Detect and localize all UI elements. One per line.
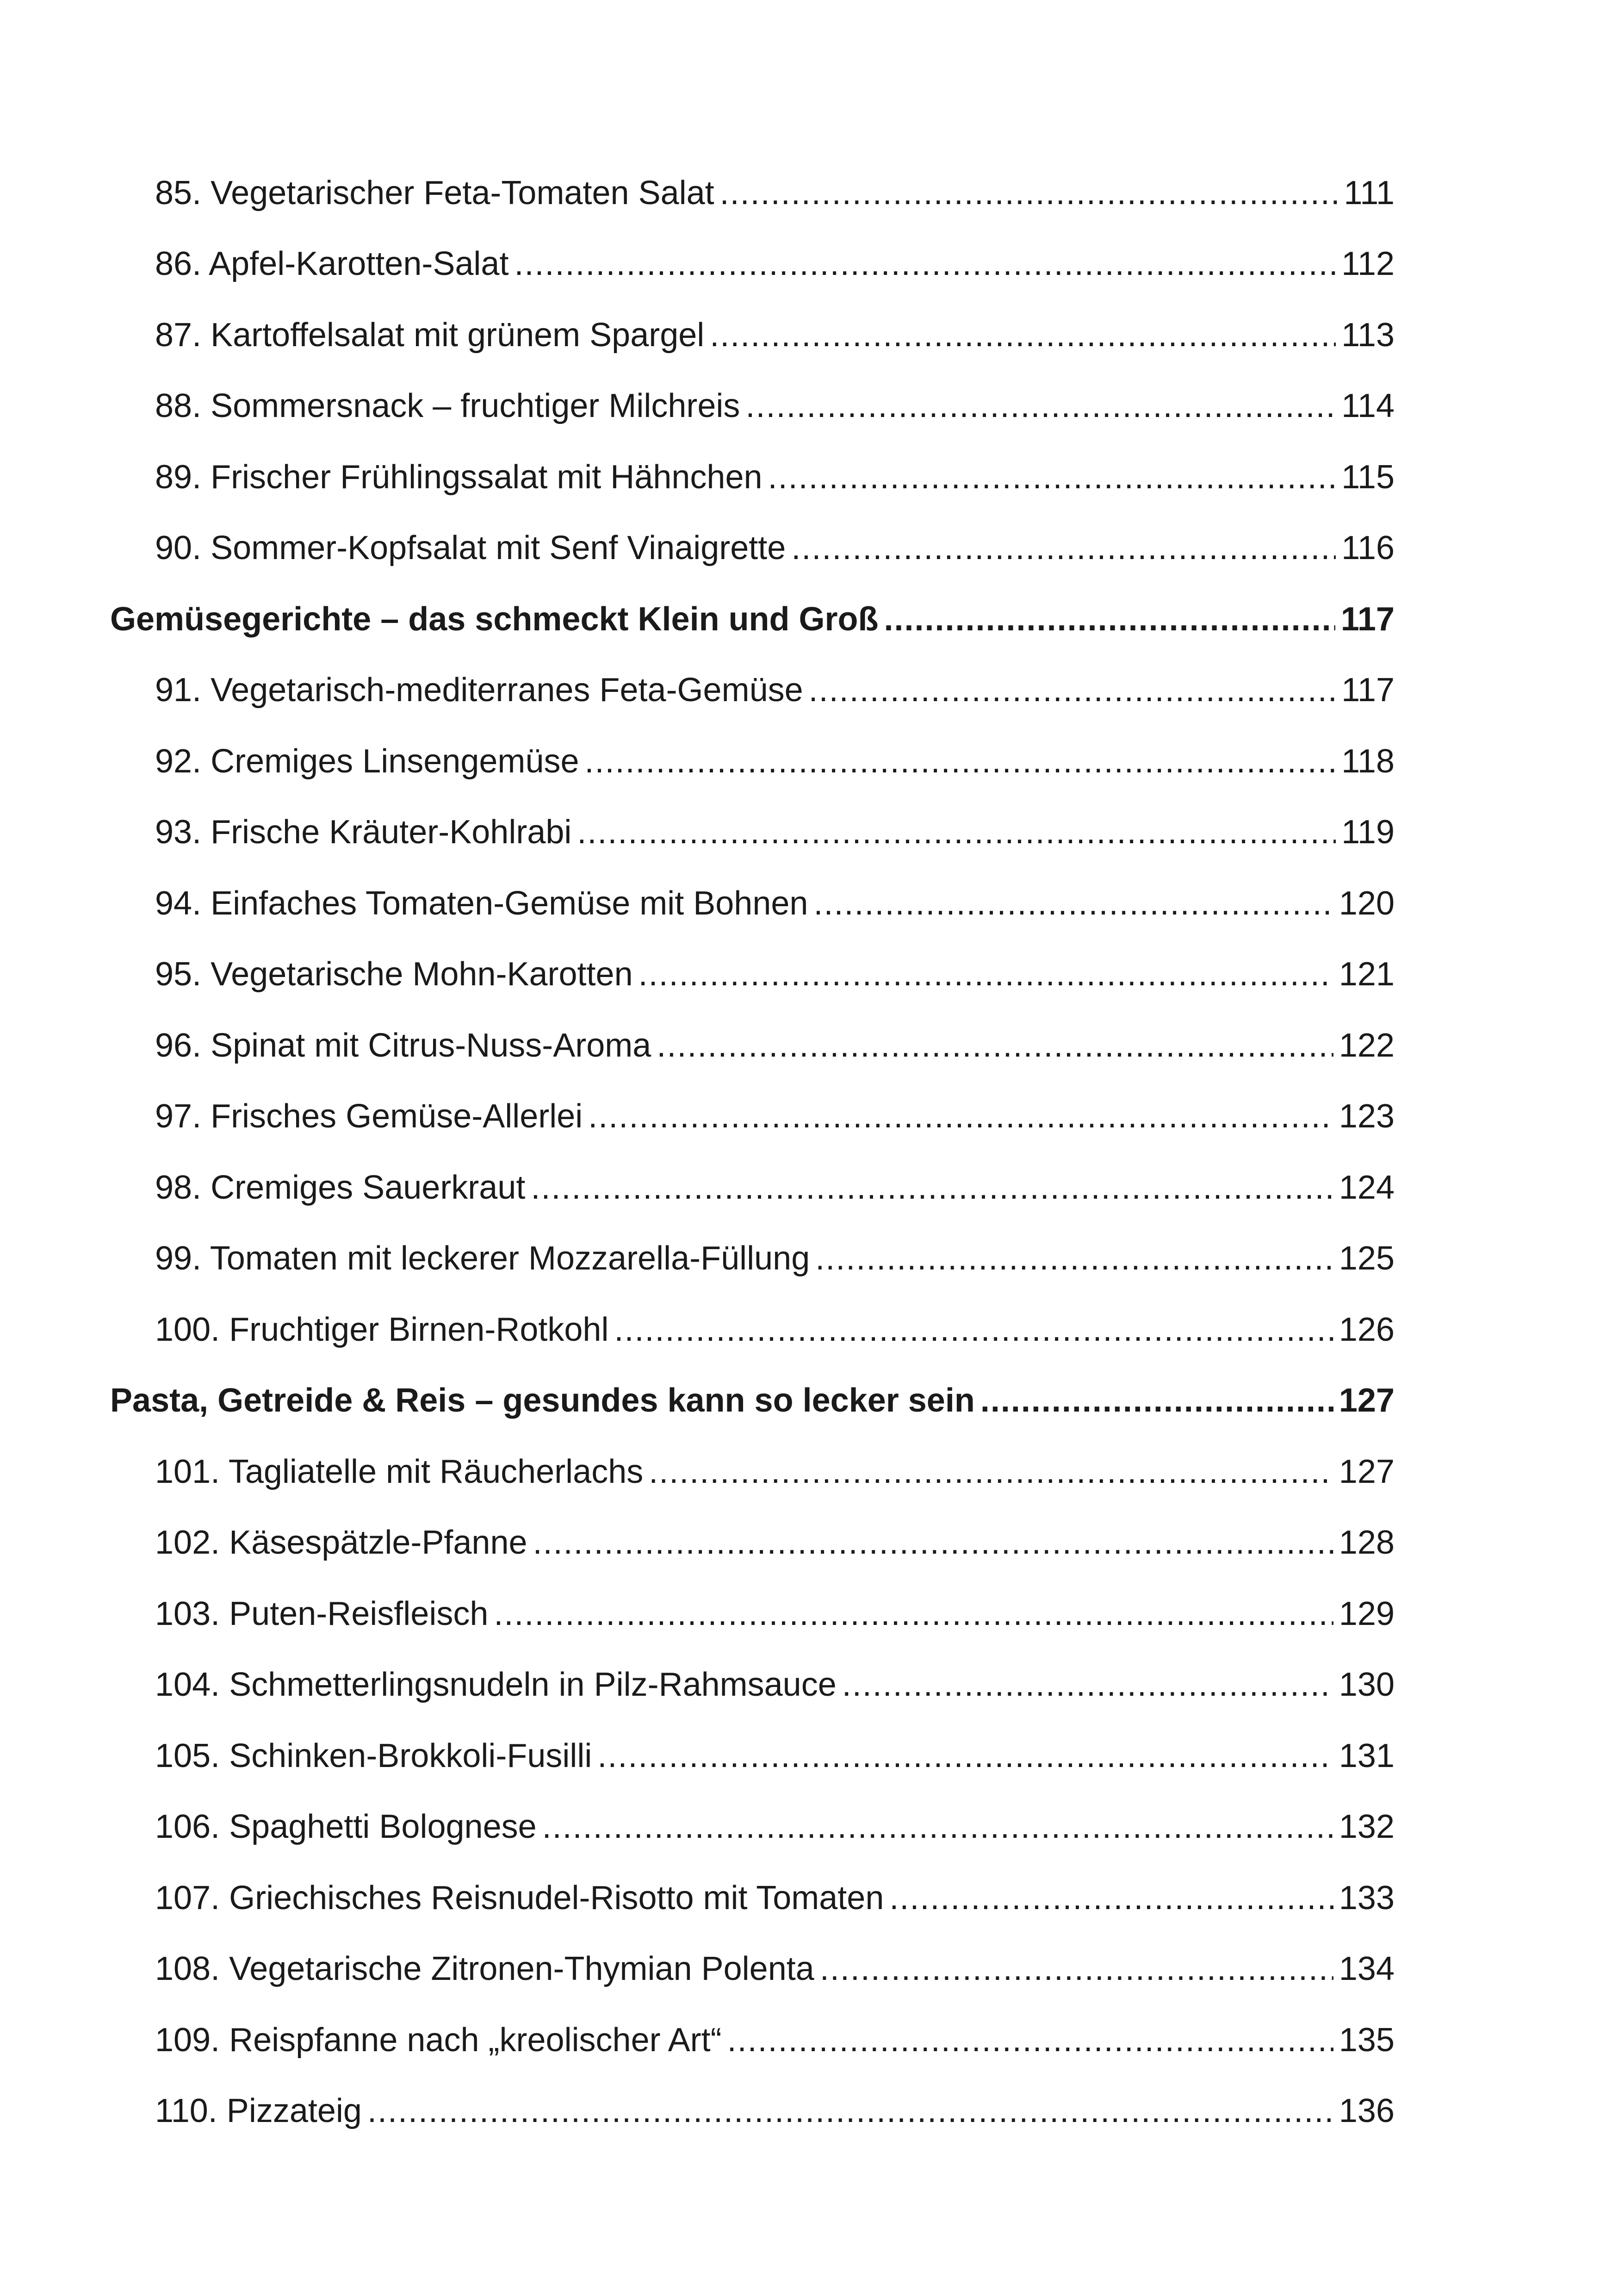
toc-entry-page: 121	[1339, 956, 1395, 993]
toc-entry	[0, 726, 1618, 797]
toc-entry-page: 114	[1341, 387, 1395, 425]
toc-entry	[0, 1792, 1618, 1863]
toc-entry-page: 126	[1339, 1311, 1395, 1348]
toc-entry-page: 132	[1339, 1808, 1395, 1846]
toc-entry-page: 123	[1339, 1098, 1395, 1135]
toc-entry-title: 108. Vegetarische Zitronen-Thymian Polenta	[155, 1950, 814, 1988]
toc-entry-page: 113	[1341, 316, 1395, 354]
toc-entry-page: 125	[1339, 1240, 1395, 1277]
toc-entry-page: 118	[1341, 742, 1395, 780]
toc-entry	[0, 2004, 1618, 2076]
toc-entry-page: 124	[1339, 1169, 1395, 1206]
toc-entry-title: 93. Frische Kräuter-Kohlrabi	[155, 814, 572, 851]
dot-leader	[367, 2094, 1333, 2128]
toc-entry-page: 120	[1339, 884, 1395, 922]
toc-section-title: Pasta, Getreide & Reis – gesundes kann so lecker sein	[110, 1382, 975, 1419]
toc-entry-title: 103. Puten-Reisfleisch	[155, 1595, 489, 1632]
toc-entry	[0, 1081, 1618, 1152]
toc-entry-title: 104. Schmetterlingsnudeln in Pilz-Rahmsauce	[155, 1666, 837, 1704]
dot-leader	[639, 958, 1333, 991]
toc-entry	[0, 1294, 1618, 1365]
toc-entry-title: 98. Cremiges Sauerkraut	[155, 1169, 526, 1206]
dot-leader	[597, 1739, 1333, 1773]
dot-leader	[820, 1952, 1333, 1985]
dot-leader	[657, 1029, 1333, 1062]
toc-section-title: Gemüsegerichte – das schmeckt Klein und Groß	[110, 600, 879, 638]
toc-entry-page: 127	[1339, 1453, 1395, 1490]
toc-entry-title: 97. Frisches Gemüse-Allerlei	[155, 1098, 583, 1135]
toc-entry	[0, 1862, 1618, 1934]
toc-entry	[0, 1578, 1618, 1649]
toc-entry-title: 96. Spinat mit Citrus-Nuss-Aroma	[155, 1027, 651, 1064]
toc-entry	[0, 868, 1618, 939]
toc-entry-title: 107. Griechisches Reisnudel-Risotto mit Tomaten	[155, 1879, 884, 1916]
dot-leader	[813, 887, 1333, 920]
toc-entry	[0, 1720, 1618, 1792]
toc-entry	[0, 797, 1618, 868]
dot-leader	[614, 1313, 1333, 1346]
toc-entry-page: 117	[1341, 672, 1395, 709]
toc-entry-title: 87. Kartoffelsalat mit grünem Spargel	[155, 316, 705, 354]
dot-leader	[494, 1597, 1333, 1630]
dot-leader	[649, 1455, 1333, 1488]
toc-entry	[0, 2076, 1618, 2147]
toc-entry-title: 102. Käsespätzle-Pfanne	[155, 1524, 527, 1562]
toc-entry	[0, 1010, 1618, 1081]
toc-entry-page: 122	[1339, 1027, 1395, 1064]
dot-leader	[588, 1100, 1333, 1133]
toc-entry-title: 109. Reispfanne nach „kreolischer Art“	[155, 2021, 722, 2059]
toc-entry	[0, 229, 1618, 300]
toc-entry	[0, 1649, 1618, 1721]
toc-entry	[0, 1934, 1618, 2005]
toc-entry-title: 91. Vegetarisch-mediterranes Feta-Gemüse	[155, 672, 803, 709]
toc-entry	[0, 1507, 1618, 1579]
toc-entry-page: 128	[1339, 1524, 1395, 1562]
toc-entry-title: 89. Frischer Frühlingssalat mit Hähnchen	[155, 458, 763, 496]
dot-leader	[889, 1881, 1333, 1915]
toc-entry-title: 106. Spaghetti Bolognese	[155, 1808, 537, 1846]
toc-entry	[0, 939, 1618, 1010]
dot-leader	[768, 460, 1336, 494]
toc-entry-title: 95. Vegetarische Mohn-Karotten	[155, 956, 633, 993]
toc-entry-title: 90. Sommer-Kopfsalat mit Senf Vinaigrette	[155, 529, 786, 567]
dot-leader	[514, 247, 1336, 280]
dot-leader	[815, 1242, 1333, 1275]
dot-leader	[585, 745, 1336, 778]
toc-entry-page: 133	[1339, 1879, 1395, 1916]
toc-section-heading	[0, 584, 1618, 655]
dot-leader	[577, 815, 1336, 849]
dot-leader	[842, 1668, 1333, 1701]
toc-entry-title: 85. Vegetarischer Feta-Tomaten Salat	[155, 174, 714, 212]
toc-entry-title: 92. Cremiges Linsengemüse	[155, 742, 579, 780]
toc-entry	[0, 513, 1618, 584]
toc-entry-page: 112	[1341, 245, 1395, 283]
dot-leader	[531, 1171, 1333, 1204]
dot-leader	[809, 673, 1336, 707]
toc-entry-title: 105. Schinken-Brokkoli-Fusilli	[155, 1737, 592, 1774]
dot-leader	[980, 1384, 1333, 1417]
dot-leader	[720, 176, 1339, 210]
toc-entry-page: 134	[1339, 1950, 1395, 1988]
toc-entry-page: 135	[1339, 2021, 1395, 2059]
toc-entry	[0, 371, 1618, 442]
toc-section-page: 127	[1339, 1382, 1395, 1419]
toc-entry-title: 100. Fruchtiger Birnen-Rotkohl	[155, 1311, 609, 1348]
dot-leader	[542, 1810, 1333, 1843]
toc-entry	[0, 1223, 1618, 1294]
toc-section-page: 117	[1340, 600, 1395, 638]
dot-leader	[884, 603, 1335, 636]
toc-entry-page: 111	[1344, 174, 1395, 212]
toc-entry-title: 86. Apfel-Karotten-Salat	[155, 245, 509, 283]
dot-leader	[710, 318, 1336, 352]
toc-entry	[0, 1152, 1618, 1223]
toc-entry-title: 94. Einfaches Tomaten-Gemüse mit Bohnen	[155, 884, 808, 922]
toc-entry	[0, 1436, 1618, 1507]
toc-entry-page: 119	[1341, 814, 1395, 851]
dot-leader	[791, 531, 1336, 565]
toc-entry-page: 136	[1339, 2092, 1395, 2130]
toc-entry-title: 99. Tomaten mit leckerer Mozzarella-Füllung	[155, 1240, 810, 1277]
dot-leader	[533, 1526, 1333, 1559]
toc-entry	[0, 157, 1618, 229]
toc-entry-page: 131	[1339, 1737, 1395, 1774]
toc-entry-page: 115	[1341, 458, 1395, 496]
toc-entry-title: 101. Tagliatelle mit Räucherlachs	[155, 1453, 644, 1490]
dot-leader	[727, 2023, 1333, 2057]
dot-leader	[745, 389, 1336, 423]
toc-entry	[0, 299, 1618, 371]
toc-section-heading	[0, 1365, 1618, 1437]
toc-entry	[0, 442, 1618, 513]
table-of-contents	[0, 157, 1618, 2147]
toc-entry-page: 130	[1339, 1666, 1395, 1704]
toc-entry-page: 116	[1341, 529, 1395, 567]
toc-entry-title: 110. Pizzateig	[155, 2092, 362, 2130]
toc-entry-title: 88. Sommersnack – fruchtiger Milchreis	[155, 387, 740, 425]
toc-entry-page: 129	[1339, 1595, 1395, 1632]
toc-entry	[0, 655, 1618, 726]
